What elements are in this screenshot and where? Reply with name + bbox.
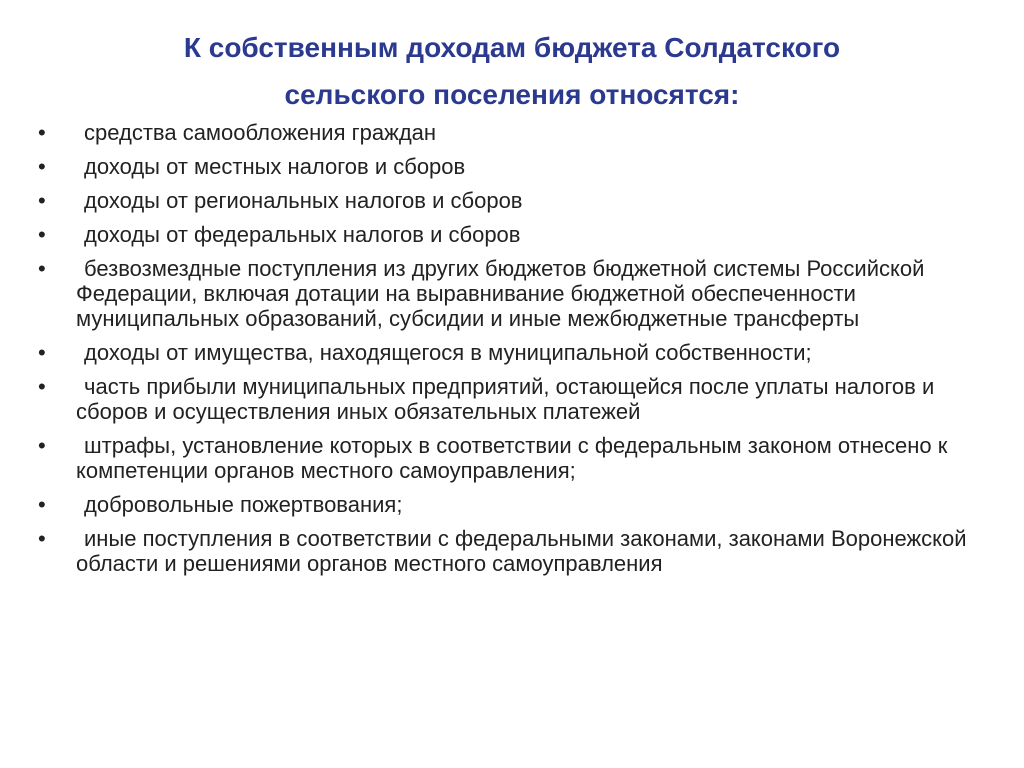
list-item bbox=[36, 433, 998, 483]
bullet-icon: • bbox=[38, 120, 46, 145]
list-item bbox=[36, 256, 998, 331]
list-item-text: средства самообложения граждан bbox=[84, 120, 437, 145]
list-item bbox=[36, 188, 998, 213]
list-item-text: добровольные пожертвования; bbox=[84, 492, 403, 517]
list-item-text: доходы от имущества, находящегося в муниципальной собственности; bbox=[84, 340, 812, 365]
list-item bbox=[36, 374, 998, 424]
list-item-text: часть прибыли муниципальных предприятий, остающейся после уплаты налогов и сборов и осуществления иных обязательных платежей bbox=[76, 374, 935, 424]
list-item bbox=[36, 222, 998, 247]
slide-title-line-2: сельского поселения относятся: bbox=[284, 79, 740, 110]
list-item-text: иные поступления в соответствии с федеральными законами, законами Воронежской области и решениями органов местного самоуправления bbox=[76, 526, 967, 576]
list-item bbox=[36, 154, 998, 179]
bullet-icon: • bbox=[38, 340, 46, 365]
bullet-icon: • bbox=[38, 256, 46, 281]
list-item-text: доходы от федеральных налогов и сборов bbox=[84, 222, 521, 247]
slide-title bbox=[60, 24, 964, 118]
bullet-icon: • bbox=[38, 188, 46, 213]
bullet-icon: • bbox=[38, 374, 46, 399]
bullet-icon: • bbox=[38, 526, 46, 551]
list-item bbox=[36, 526, 998, 576]
bullet-icon: • bbox=[38, 222, 46, 247]
list-item bbox=[36, 492, 998, 517]
list-item bbox=[36, 340, 998, 365]
list-item-text: доходы от региональных налогов и сборов bbox=[84, 188, 523, 213]
list-item-text: безвозмездные поступления из других бюджетов бюджетной системы Российской Федерации, включая дотации на выравнивание бюджетной обеспеченности муниципальных образований, субсидии и иные межбюджетные трансферты bbox=[76, 256, 925, 331]
bullet-icon: • bbox=[38, 154, 46, 179]
bullet-icon: • bbox=[38, 433, 46, 458]
list-item-text: доходы от местных налогов и сборов bbox=[84, 154, 466, 179]
list-item-text: штрафы, установление которых в соответствии с федеральным законом отнесено к компетенции органов местного самоуправления; bbox=[76, 433, 948, 483]
list-item bbox=[36, 120, 998, 145]
slide-title-line-1: К собственным доходам бюджета Солдатского bbox=[183, 32, 841, 63]
bullet-icon: • bbox=[38, 492, 46, 517]
income-sources-list bbox=[36, 120, 998, 585]
